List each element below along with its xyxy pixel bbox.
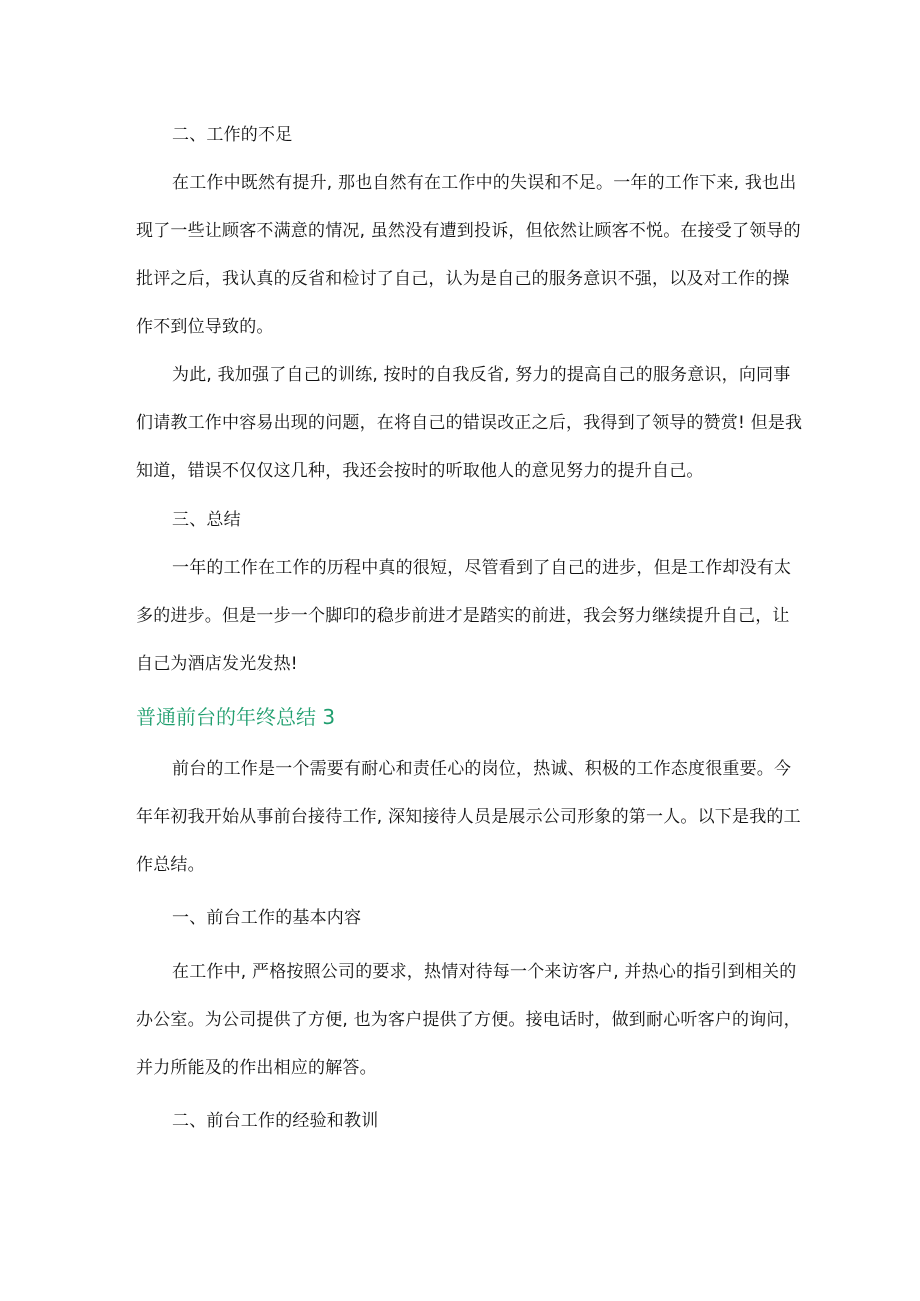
paragraph-line: 批评之后，我认真的反省和检讨了自己，认为是自己的服务意识不强，以及对工作的操 (136, 269, 790, 289)
paragraph-line: 作不到位导致的。 (136, 317, 274, 337)
paragraph-line: 现了一些让顾客不满意的情况, 虽然没有遭到投诉，但依然让顾客不悦。在接受了领导的 (136, 221, 801, 241)
paragraph-line: 年年初我开始从事前台接待工作, 深知接待人员是展示公司形象的第一人。以下是我的工 (136, 807, 801, 827)
section-title-shortcomings: 二、工作的不足 (172, 125, 293, 145)
paragraph-line: 在工作中, 严格按照公司的要求，热情对待每一个来访客户, 并热心的指引到相关的 (172, 962, 797, 982)
paragraph-line: 作总结。 (136, 855, 205, 875)
paragraph-line: 一年的工作在工作的历程中真的很短，尽管看到了自己的进步，但是工作却没有太 (172, 558, 792, 578)
paragraph-line: 办公室。为公司提供了方便, 也为客户提供了方便。接电话时，做到耐心听客户的询问， (136, 1010, 801, 1030)
paragraph-line: 前台的工作是一个需要有耐心和责任心的岗位，热诚、积极的工作态度很重要。今 (172, 759, 792, 779)
subsection-title-basic-content: 一、前台工作的基本内容 (172, 908, 362, 928)
paragraph-line: 知道，错误不仅仅这几种，我还会按时的听取他人的意见努力的提升自己。 (136, 461, 704, 481)
paragraph-line: 为此, 我加强了自己的训练, 按时的自我反省, 努力的提高自己的服务意识，向同事 (172, 365, 791, 385)
paragraph-line: 自己为酒店发光发热! (136, 654, 298, 674)
paragraph-line: 并力所能及的作出相应的解答。 (136, 1058, 377, 1078)
paragraph-line: 们请教工作中容易出现的问题，在将自己的错误改正之后，我得到了领导的赞赏! 但是我 (136, 413, 803, 433)
paragraph-line: 在工作中既然有提升, 那也自然有在工作中的失误和不足。一年的工作下来, 我也出 (172, 173, 797, 193)
section-title-summary: 三、总结 (172, 510, 241, 530)
paragraph-line: 多的进步。但是一步一个脚印的稳步前进才是踏实的前进，我会努力继续提升自己，让 (136, 606, 790, 626)
subsection-title-experience: 二、前台工作的经验和教训 (172, 1111, 379, 1131)
article-heading: 普通前台的年终总结 3 (136, 705, 336, 729)
